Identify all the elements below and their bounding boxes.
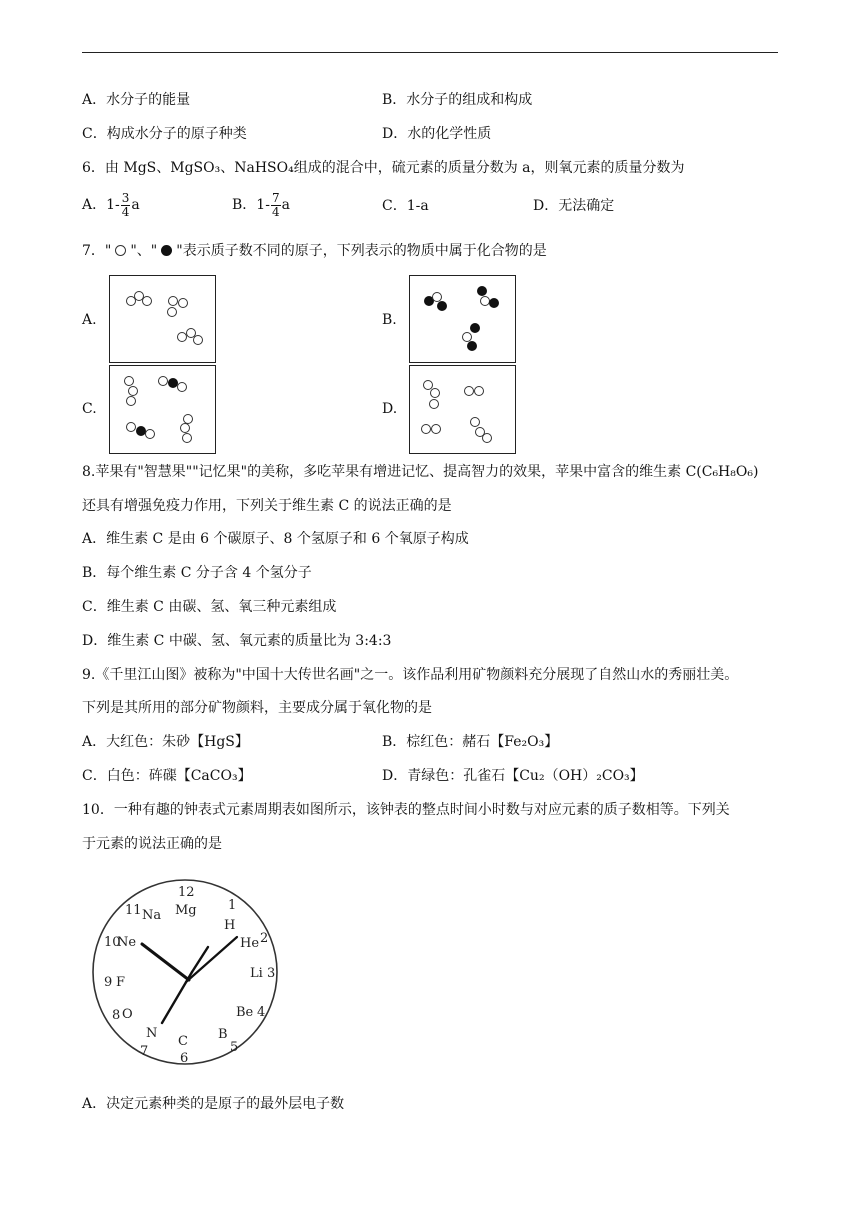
- clock-num-5: 5: [230, 1040, 239, 1055]
- q8-option-c: C．维生素 C 由碳、氢、氧三种元素组成: [82, 599, 337, 615]
- clock-sym-6: C: [178, 1034, 188, 1049]
- clock-sym-7: N: [146, 1026, 158, 1041]
- clock-num-12: 12: [178, 885, 195, 900]
- clock-sym-4: Be: [236, 1005, 254, 1020]
- q10-option-a: A．决定元素种类的是原子的最外层电子数: [82, 1096, 345, 1112]
- clock-sym-12: Mg: [175, 903, 197, 918]
- black-atom-icon: [161, 245, 172, 256]
- q6-option-c: C．1-a: [382, 198, 429, 214]
- q7-label-b: B.: [382, 312, 397, 328]
- clock-sym-11: Na: [142, 908, 162, 923]
- q9-option-b: B．棕红色：赭石【Fe₂O₃】: [382, 734, 559, 750]
- clock-num-9: 9: [104, 975, 113, 990]
- q5-option-a: A．水分子的能量: [82, 92, 191, 108]
- q8-option-d: D．维生素 C 中碳、氢、氧元素的质量比为 3:4:3: [82, 633, 392, 649]
- q9-option-a: A．大红色：朱砂【HgS】: [82, 734, 249, 750]
- q8-option-a: A．维生素 C 是由 6 个碳原子、8 个氢原子和 6 个氧原子构成: [82, 531, 469, 547]
- clock-sym-1: H: [224, 918, 236, 933]
- q7-diagram-a: [109, 275, 216, 363]
- q5-option-b: B．水分子的组成和构成: [382, 92, 533, 108]
- q6-option-a: A．1- $\frac{3}{4}$ a: [82, 190, 140, 219]
- clock-sym-8: O: [122, 1007, 133, 1022]
- q7-label-c: C.: [82, 401, 97, 417]
- clock-sym-10: Ne: [117, 935, 137, 950]
- q5-option-d: D．水的化学性质: [382, 126, 492, 142]
- clock-num-2: 2: [260, 931, 269, 946]
- clock-num-7: 7: [140, 1044, 149, 1059]
- q7-label-d: D.: [382, 401, 398, 417]
- q8-option-b: B．每个维生素 C 分子含 4 个氢分子: [82, 565, 312, 581]
- clock-sym-3: Li: [250, 966, 263, 981]
- q7-diagram-d: [409, 365, 516, 454]
- white-atom-icon: [115, 245, 126, 256]
- q6-option-d: D．无法确定: [533, 198, 615, 214]
- q6-stem: 6．由 MgS、MgSO₃、NaHSO₄组成的混合中，硫元素的质量分数为 a，则氧元素的质量分数为: [82, 160, 685, 176]
- q7-label-a: A.: [82, 312, 97, 328]
- header-rule: [82, 52, 778, 53]
- q7-stem: 7．" "、" "表示质子数不同的原子，下列表示的物质中属于化合物的是: [82, 243, 547, 259]
- clock-num-8: 8: [112, 1008, 121, 1023]
- q9-stem-line1: 9.《千里江山图》被称为"中国十大传世名画"之一。该作品利用矿物颜料充分展现了自然山水的秀丽壮美。: [82, 667, 739, 683]
- q10-stem-line2: 于元素的说法正确的是: [82, 836, 222, 852]
- q9-option-c: C．白色：砗磲【CaCO₃】: [82, 768, 252, 784]
- clock-num-6: 6: [180, 1051, 189, 1066]
- clock-num-1: 1: [228, 898, 237, 913]
- q8-stem-line1: 8.苹果有"智慧果""记忆果"的美称，多吃苹果有增进记忆、提高智力的效果，苹果中富含的维生素 C(C₆H₈O₆): [82, 464, 759, 480]
- clock-num-11: 11: [125, 903, 142, 918]
- clock-sym-9: F: [116, 975, 126, 990]
- q7-diagram-b: [409, 275, 516, 363]
- clock-sym-5: B: [218, 1027, 228, 1042]
- q8-stem-line2: 还具有增强免疫力作用，下列关于维生素 C 的说法正确的是: [82, 498, 452, 514]
- q5-option-c: C．构成水分子的原子种类: [82, 126, 247, 142]
- q10-stem-line1: 10．一种有趣的钟表式元素周期表如图所示，该钟表的整点时间小时数与对应元素的质子数相等。下列关: [82, 802, 730, 818]
- q6-option-b: B．1- $\frac{7}{4}$ a: [232, 190, 290, 219]
- clock-num-10: 10: [104, 935, 121, 950]
- clock-sym-2: He: [240, 936, 260, 951]
- q9-option-d: D．青绿色：孔雀石【Cu₂（OH）₂CO₃】: [382, 768, 644, 784]
- q7-diagram-c: [109, 365, 216, 454]
- clock-num-4: 4: [257, 1005, 266, 1020]
- element-clock-diagram: [90, 876, 280, 1068]
- clock-num-3: 3: [267, 966, 276, 981]
- q9-stem-line2: 下列是其所用的部分矿物颜料，主要成分属于氧化物的是: [82, 700, 432, 716]
